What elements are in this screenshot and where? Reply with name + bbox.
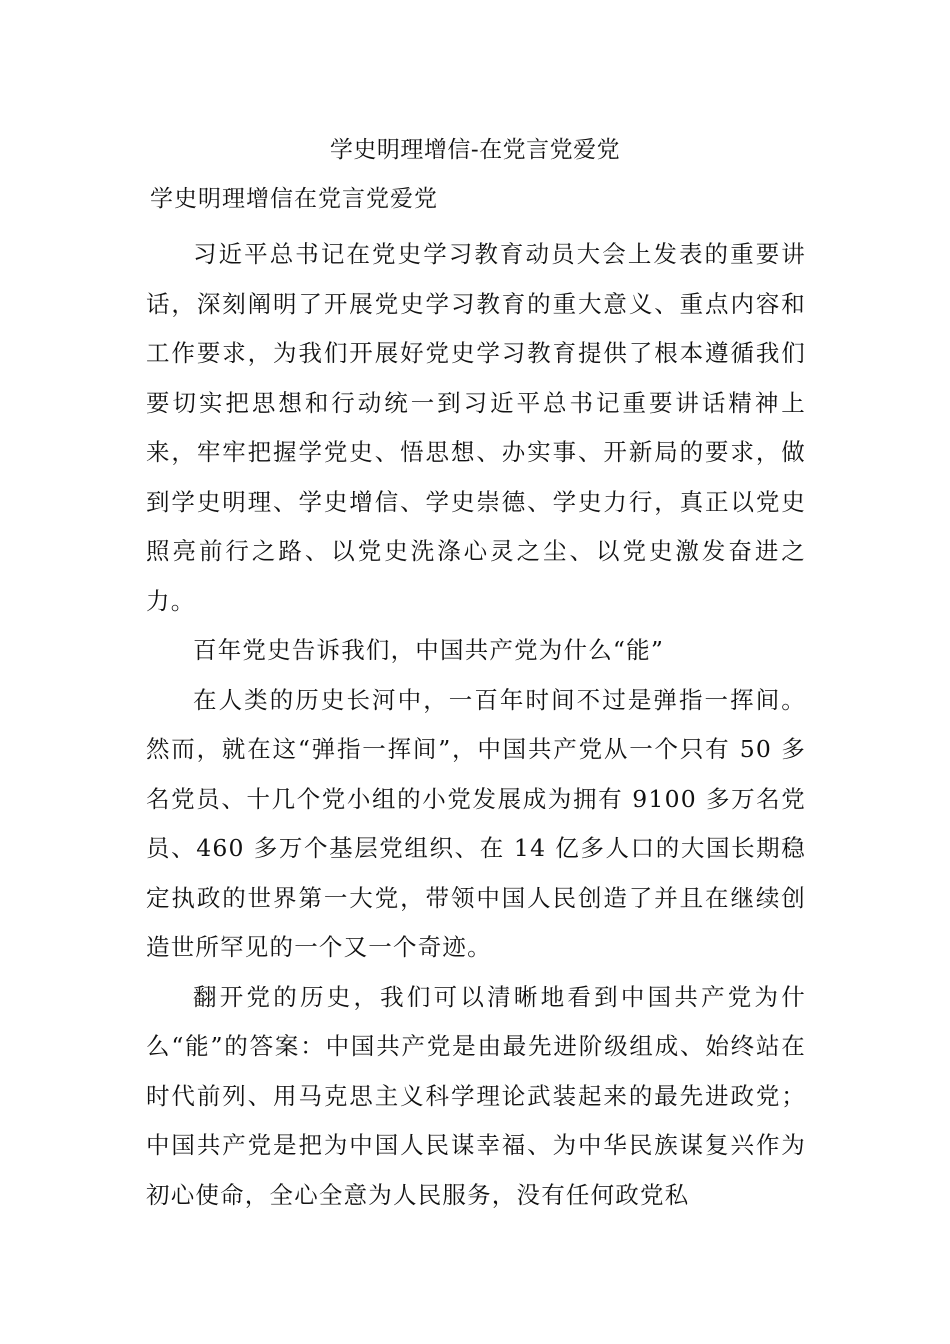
paragraph-answer: 翻开党的历史，我们可以清晰地看到中国共产党为什么“能”的答案：中国共产党是由最先进阶级组成、始终站在时代前列、用马克思主义科学理论武装起来的最先进政党；中国共产党是把为中国人民谋幸福、为中华民族谋复兴作为初心使命，全心全意为人民服务，没有任何政党私: [146, 982, 806, 1209]
document-subtitle: 学史明理增信在党言党爱党: [150, 186, 438, 212]
paragraph-intro: 习近平总书记在党史学习教育动员大会上发表的重要讲话，深刻阐明了开展党史学习教育的重大意义、重点内容和工作要求，为我们开展好党史学习教育提供了根本遵循我们要切实把思想和行动统一到习近平总书记重要讲话精神上来，牢牢把握学党史、悟思想、办实事、开新局的要求，做到学史明理、学史增信、学史崇德、学史力行，真正以党史照亮前行之路、以党史洗涤心灵之尘、以党史激发奋进之力。: [146, 240, 806, 615]
paragraph-heading: 百年党史告诉我们，中国共产党为什么“能”: [193, 636, 665, 664]
document-body: [146, 230, 806, 1220]
paragraph-history: 在人类的历史长河中，一百年时间不过是弹指一挥间。然而，就在这“弹指一挥间”，中国共产党从一个只有 50 多名党员、十几个党小组的小党发展成为拥有 9100 多万名党员、460 多万个基层党组织、在 14 亿多人口的大国长期稳定执政的世界第一大党，带领中国人民创造了并且在继续创造世所罕见的一个又一个奇迹。: [146, 685, 806, 961]
document-title: 学史明理增信-在党言党爱党: [329, 137, 621, 163]
